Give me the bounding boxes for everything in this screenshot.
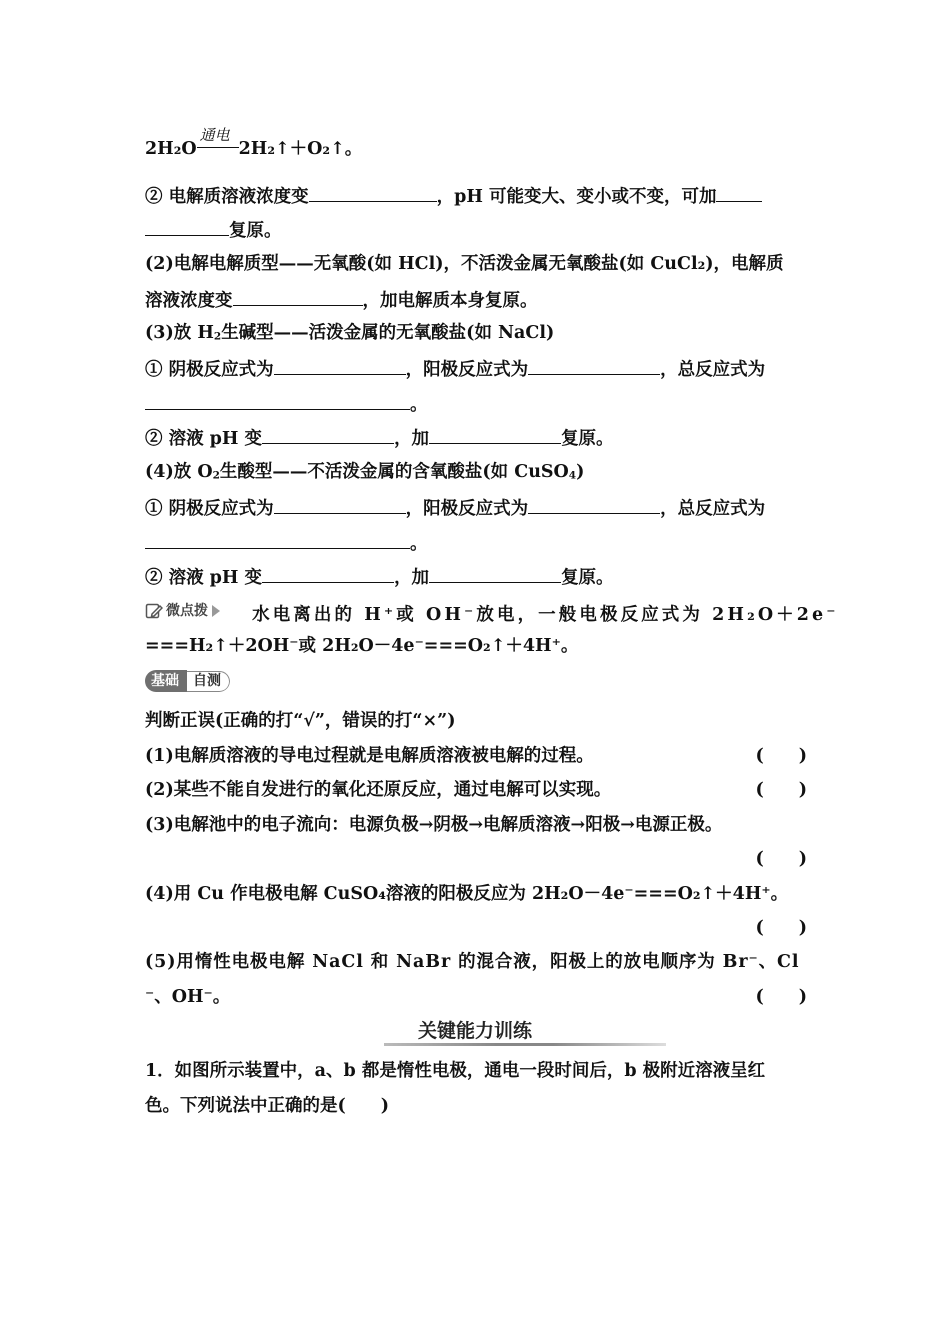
line-type-3 [145,321,554,345]
text: 复原。 [229,221,282,241]
text: ② 电解质溶液浓度变 [145,187,309,207]
triangle-right-icon [210,604,222,618]
section-divider [384,1043,666,1046]
answer-blank[interactable] [145,391,410,410]
text: 生碱型——活泼金属的无氧酸盐(如 NaCl) [221,323,555,343]
text: ，加 [394,429,430,449]
answer-blank[interactable] [233,287,363,306]
text: (3)放 H [145,323,214,343]
line-type-3-reactions [145,356,765,382]
answer-paren[interactable]: ( ) [755,918,807,938]
answer-blank[interactable] [528,356,660,375]
text: ) [576,462,585,482]
condition-label: 通电 [199,126,230,144]
subscript: 4 [568,469,577,482]
line-type-4-total [145,530,428,556]
line-concentration [145,183,762,209]
text: ① 阴极反应式为 [145,360,274,380]
line-type-3-total [145,391,428,417]
answer-paren[interactable]: ( ) [755,987,807,1007]
text: ② 溶液 pH 变 [145,568,263,588]
question-1-line-2: 色。下列说法中正确的是( ) [145,1096,390,1116]
tip-line-1 [145,599,839,627]
text: ，阳极反应式为 [405,360,529,380]
tip-text: 水电离出的 H⁺或 OH⁻放电，一般电极反应式为 2H₂O＋2e⁻ [252,605,839,625]
answer-blank[interactable] [274,356,406,375]
tip-label [145,599,222,623]
answer-paren[interactable]: ( ) [755,746,807,766]
judge-item-2: (2)某些不能自发进行的氧化还原反应，通过电解可以实现。 [145,780,612,800]
answer-blank[interactable] [262,425,394,444]
line-type-4-ph [145,564,614,590]
text: 复原。 [561,429,614,449]
answer-blank[interactable] [429,564,561,583]
text: 溶液浓度变 [145,291,233,311]
pencil-icon [145,602,163,620]
text: 复原。 [561,568,614,588]
answer-blank[interactable] [274,495,406,514]
judge-item-3: (3)电解池中的电子流向：电源负极→阴极→电解质溶液→阳极→电源正极。 [145,815,723,835]
answer-blank[interactable] [145,530,410,549]
tip-line-2: ===H₂↑＋2OH⁻或 2H₂O－4e⁻===O₂↑＋4H⁺。 [145,636,579,656]
line-type-4-reactions [145,495,765,521]
line-type-3-ph [145,425,614,451]
text: ，阳极反应式为 [405,499,529,519]
subscript: 2 [212,469,220,482]
line-type-2: (2)电解电解质型——无氧酸(如 HCl)，不活泼金属无氧酸盐(如 CuCl₂)，电解质 [145,254,784,274]
equation-electrolysis-water [145,126,363,161]
answer-blank[interactable] [262,564,394,583]
text: 。 [410,395,428,415]
answer-paren[interactable]: ( ) [755,849,807,869]
equation-left: 2H₂O [145,139,197,159]
equation-right: 2H₂↑＋O₂↑。 [238,139,363,159]
judge-item-5: (5)用惰性电极电解 NaCl 和 NaBr 的混合液，阳极上的放电顺序为 Br⁻、Cl [145,952,800,972]
text: ② 溶液 pH 变 [145,429,263,449]
question-1-line-1: 1．如图所示装置中，a、b 都是惰性电极，通电一段时间后，b 极附近溶液呈红 [145,1061,766,1081]
text: (4)放 O [145,462,213,482]
answer-blank[interactable] [528,495,660,514]
answer-blank[interactable] [716,183,762,202]
answer-blank[interactable] [429,425,561,444]
answer-paren[interactable]: ( ) [755,780,807,800]
judge-title: 判断正误(正确的打“√”，错误的打“×”) [145,711,456,731]
text: ，总反应式为 [660,499,766,519]
judge-item-1: (1)电解质溶液的导电过程就是电解质溶液被电解的过程。 [145,746,594,766]
text: ，加 [394,568,430,588]
judge-item-5-cont: ⁻、OH⁻。 [145,987,231,1007]
subscript: 2 [213,330,222,343]
text: 。 [410,534,428,554]
text: 生酸型——不活泼金属的含氧酸盐(如 CuSO [219,462,569,482]
text: ，总反应式为 [660,360,766,380]
tip-label-text: 微点拨 [166,603,208,619]
badge-part-self-test: 自测 [187,671,230,692]
line-type-4 [145,460,584,484]
text: ，pH 可能变大、变小或不变，可加 [436,187,717,207]
badge-part-basic: 基础 [145,670,187,692]
line-type-2-cont [145,287,538,313]
text: ① 阴极反应式为 [145,499,274,519]
answer-blank[interactable] [309,183,437,202]
condition-bar [197,147,239,148]
text: ，加电解质本身复原。 [362,291,538,311]
section-title: 关键能力训练 [417,1020,532,1042]
answer-blank[interactable] [145,217,229,236]
self-test-badge [145,669,230,692]
line-restore [145,217,282,243]
judge-item-4: (4)用 Cu 作电极电解 CuSO₄溶液的阳极反应为 2H₂O－4e⁻===O₂↑＋4H⁺。 [145,884,789,904]
reaction-condition [197,126,239,161]
